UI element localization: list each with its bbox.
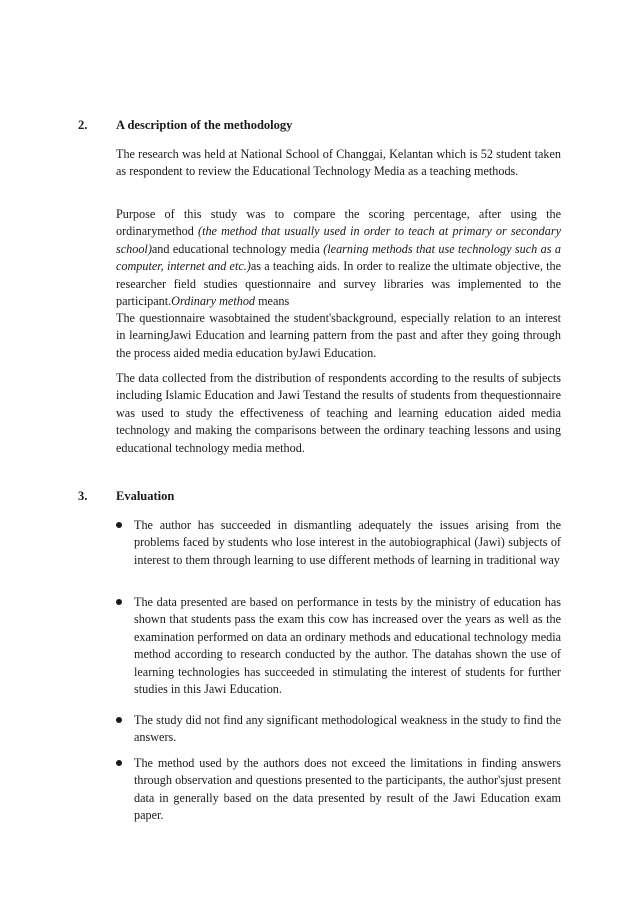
- bullet-icon: [116, 522, 122, 528]
- evaluation-bullet-list: [116, 755, 561, 825]
- evaluation-bullet-text: The data presented are based on performance in tests by the ministry of education has shown that students pass the exam this cow has increased over the years as well as the examination performed on data an ordinary methods and educational technology media method according to research conducted by the author. The datahas shown the use of learning technologies has succeeded in stimulating the interest of students for further studies in this Jawi Education.: [134, 595, 561, 697]
- evaluation-bullet-list: [116, 594, 561, 698]
- bullet-icon: [116, 760, 122, 766]
- evaluation-bullet-3: [116, 712, 561, 747]
- evaluation-bullet-list: [116, 517, 561, 569]
- bullet-icon: [116, 599, 122, 605]
- evaluation-bullet-2: [116, 594, 561, 698]
- p2-italic-ordinary-method: Ordinary method: [171, 294, 256, 309]
- methodology-paragraph-3: The questionnaire wasobtained the student'sbackground, especially relation to an interest in learningJawi Education and learning pattern from the past and after they going through the process aided media education byJawi Education.: [116, 311, 561, 360]
- p2-text-e: as a teaching aids. In order to realize the ultimate objective, the researcher field studies questionnaire and survey libraries was implemented to the participant.: [116, 259, 561, 309]
- evaluation-bullet-text: The study did not find any significant methodological weakness in the study to find the answers.: [134, 713, 561, 745]
- methodology-paragraph-2: [116, 206, 561, 310]
- section-2-number: 2.: [78, 118, 88, 132]
- evaluation-bullet-text: The method used by the authors does not exceed the limitations in finding answers through observation and questions presented to the participants, the author'sjust present data in generally based on the data presented by result of the Jawi Education exam paper.: [134, 756, 561, 823]
- evaluation-bullet-list: [116, 712, 561, 747]
- section-3-number: 3.: [78, 489, 88, 503]
- p2-italic-ordinary-method-definition: (the method that usually used in order to teach at primary or secondary school): [116, 224, 561, 256]
- section-3-title: Evaluation: [116, 489, 175, 503]
- methodology-paragraph-4: The data collected from the distribution of respondents according to the results of subjects including Islamic Education and Jawi Testand the results of students from thequestionnaire was used to study the effectiveness of teaching and learning education aided media technology and making the comparisons between the ordinary teaching lessons and using educational technology media method.: [116, 371, 561, 455]
- p2-text-c: and educational technology media: [151, 241, 324, 256]
- evaluation-bullet-4: [116, 755, 561, 825]
- bullet-icon: [116, 717, 122, 723]
- evaluation-bullet-1: [116, 517, 561, 569]
- methodology-paragraph-1: The research was held at National School of Changgai, Kelantan which is 52 student taken as respondent to review the Educational Technology Media as a teaching methods.: [116, 147, 561, 179]
- p2-text-g: means: [255, 294, 290, 309]
- p2-text-a: Purpose of this study was to compare the scoring percentage, after using the ordinarymethod: [116, 207, 561, 239]
- p2-italic-technology-media-definition: (learning methods that use technology such as a computer, internet and etc.): [116, 241, 561, 274]
- evaluation-bullet-text: The author has succeeded in dismantling adequately the issues arising from the problems faced by students who lose interest in the autobiographical (Jawi) subjects of interest to them through learning to use different methods of learning in traditional way: [134, 518, 561, 567]
- section-2-title: A description of the methodology: [116, 118, 293, 132]
